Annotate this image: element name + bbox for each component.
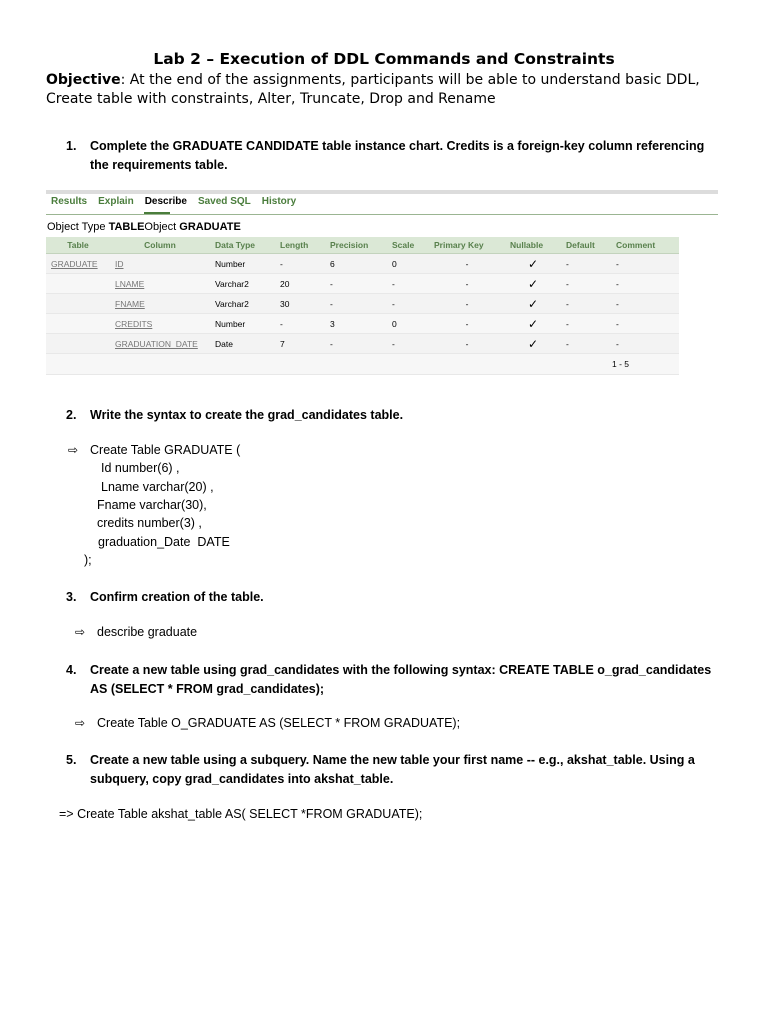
code-text: Create Table GRADUATE ( bbox=[90, 443, 241, 457]
cell-table bbox=[46, 314, 110, 334]
table-row bbox=[46, 274, 679, 294]
answer-text: Create Table O_GRADUATE AS (SELECT * FROM GRADUATE); bbox=[97, 716, 461, 730]
header-table: Table bbox=[46, 237, 110, 254]
object-type-value: TABLE bbox=[108, 221, 145, 233]
question-number: 5. bbox=[66, 753, 77, 767]
table-name-link[interactable]: GRADUATE bbox=[51, 258, 98, 269]
cell-precision: - bbox=[325, 274, 387, 294]
question-text: Confirm creation of the table. bbox=[90, 590, 264, 604]
cell-scale: - bbox=[387, 294, 429, 314]
answer-2-line-2: Id number(6) , bbox=[101, 461, 180, 475]
question-number: 1. bbox=[66, 139, 77, 153]
objective bbox=[46, 71, 726, 109]
answer-2-line-4: Fname varchar(30), bbox=[97, 498, 207, 512]
cell-length: 7 bbox=[275, 334, 325, 354]
cell-data-type: Number bbox=[210, 254, 275, 274]
object-type-label: Object Type bbox=[47, 221, 106, 233]
arrow-icon: ⇨ bbox=[75, 625, 86, 639]
tab-describe[interactable]: Describe bbox=[144, 196, 187, 207]
cell-nullable-check-icon: ✓ bbox=[505, 294, 561, 314]
object-info bbox=[47, 221, 241, 233]
describe-screenshot bbox=[46, 190, 718, 376]
cell-primary-key: - bbox=[429, 254, 505, 274]
answer-2-line-3: Lname varchar(20) , bbox=[101, 480, 214, 494]
answer-5: => Create Table akshat_table AS( SELECT *FROM GRADUATE); bbox=[59, 807, 423, 821]
question-number: 3. bbox=[66, 590, 77, 604]
answer-3 bbox=[75, 625, 197, 639]
cell-comment: - bbox=[611, 254, 679, 274]
cell-primary-key: - bbox=[429, 334, 505, 354]
object-label: Object bbox=[144, 221, 177, 233]
column-name-link[interactable]: LNAME bbox=[115, 278, 145, 289]
cell-scale: 0 bbox=[387, 314, 429, 334]
cell-precision: 3 bbox=[325, 314, 387, 334]
cell-length: 30 bbox=[275, 294, 325, 314]
pagination-label: 1 - 5 bbox=[46, 354, 679, 375]
cell-precision: - bbox=[325, 334, 387, 354]
cell-default: - bbox=[561, 334, 611, 354]
cell-table bbox=[46, 274, 110, 294]
arrow-icon: ⇨ bbox=[68, 443, 79, 457]
cell-length: - bbox=[275, 314, 325, 334]
cell-nullable-check-icon: ✓ bbox=[505, 314, 561, 334]
answer-4 bbox=[75, 716, 460, 730]
header-column: Column bbox=[110, 237, 210, 254]
cell-comment: - bbox=[611, 314, 679, 334]
cell-nullable-check-icon: ✓ bbox=[505, 254, 561, 274]
cell-data-type: Varchar2 bbox=[210, 274, 275, 294]
cell-precision: - bbox=[325, 294, 387, 314]
column-name-link[interactable]: ID bbox=[115, 258, 124, 269]
cell-primary-key: - bbox=[429, 314, 505, 334]
cell-length: 20 bbox=[275, 274, 325, 294]
cell-nullable-check-icon: ✓ bbox=[505, 274, 561, 294]
cell-primary-key: - bbox=[429, 294, 505, 314]
cell-comment: - bbox=[611, 294, 679, 314]
cell-length: - bbox=[275, 254, 325, 274]
header-comment: Comment bbox=[611, 237, 679, 254]
question-number: 2. bbox=[66, 408, 77, 422]
cell-default: - bbox=[561, 294, 611, 314]
cell-nullable-check-icon: ✓ bbox=[505, 334, 561, 354]
header-scale: Scale bbox=[387, 237, 429, 254]
answer-2-line-1 bbox=[68, 443, 240, 457]
object-value: GRADUATE bbox=[179, 221, 241, 233]
question-number: 4. bbox=[66, 663, 77, 677]
header-default: Default bbox=[561, 237, 611, 254]
column-name-link[interactable]: CREDITS bbox=[115, 318, 153, 329]
column-name-link[interactable]: FNAME bbox=[115, 298, 145, 309]
cell-scale: 0 bbox=[387, 254, 429, 274]
cell-data-type: Varchar2 bbox=[210, 294, 275, 314]
tabs-divider bbox=[46, 214, 718, 215]
header-length: Length bbox=[275, 237, 325, 254]
arrow-icon: ⇨ bbox=[75, 716, 86, 730]
question-4 bbox=[66, 661, 716, 699]
question-2 bbox=[66, 406, 716, 425]
table-header-row bbox=[46, 237, 679, 254]
cell-comment: - bbox=[611, 334, 679, 354]
cell-table bbox=[46, 334, 110, 354]
table-row bbox=[46, 294, 679, 314]
tab-results[interactable]: Results bbox=[51, 196, 88, 207]
answer-text: describe graduate bbox=[97, 625, 198, 639]
table-row bbox=[46, 314, 679, 334]
table-row bbox=[46, 254, 679, 274]
panel-top-bar bbox=[46, 190, 718, 194]
cell-comment: - bbox=[611, 274, 679, 294]
cell-primary-key: - bbox=[429, 274, 505, 294]
describe-table bbox=[46, 237, 679, 375]
objective-text: : At the end of the assignments, participants will be able to understand basic DDL, Create table with constraints, Alter, Truncate, Drop and Rename bbox=[46, 72, 700, 107]
objective-label: Objective bbox=[46, 72, 121, 88]
question-5 bbox=[66, 751, 716, 789]
tab-saved-sql[interactable]: Saved SQL bbox=[197, 196, 251, 207]
header-data-type: Data Type bbox=[210, 237, 275, 254]
header-precision: Precision bbox=[325, 237, 387, 254]
question-text: Create a new table using grad_candidates with the following syntax: CREATE TABLE o_grad_candidates AS (SELECT * FROM grad_candidates); bbox=[90, 663, 712, 696]
tab-explain[interactable]: Explain bbox=[98, 196, 134, 207]
column-name-link[interactable]: GRADUATION_DATE bbox=[115, 338, 198, 349]
cell-data-type: Date bbox=[210, 334, 275, 354]
cell-default: - bbox=[561, 254, 611, 274]
answer-2-line-7: ); bbox=[84, 553, 92, 567]
cell-scale: - bbox=[387, 334, 429, 354]
question-1 bbox=[66, 137, 716, 175]
answer-2-line-5: credits number(3) , bbox=[97, 516, 202, 530]
question-3 bbox=[66, 588, 716, 607]
question-text: Complete the GRADUATE CANDIDATE table instance chart. Credits is a foreign-key column referencing the requirements table. bbox=[90, 139, 705, 172]
answer-2-line-6: graduation_Date DATE bbox=[98, 535, 230, 549]
table-row bbox=[46, 334, 679, 354]
cell-default: - bbox=[561, 314, 611, 334]
header-nullable: Nullable bbox=[505, 237, 561, 254]
pagination-row bbox=[46, 354, 679, 375]
cell-precision: 6 bbox=[325, 254, 387, 274]
header-primary-key: Primary Key bbox=[429, 237, 505, 254]
page-title: Lab 2 – Execution of DDL Commands and Constraints bbox=[153, 50, 615, 68]
cell-table bbox=[46, 294, 110, 314]
tab-history[interactable]: History bbox=[261, 196, 297, 207]
question-text: Create a new table using a subquery. Name the new table your first name -- e.g., akshat_table. Using a subquery, copy grad_candidates into akshat_table. bbox=[90, 753, 695, 786]
question-text: Write the syntax to create the grad_candidates table. bbox=[90, 408, 404, 422]
cell-default: - bbox=[561, 274, 611, 294]
cell-data-type: Number bbox=[210, 314, 275, 334]
cell-scale: - bbox=[387, 274, 429, 294]
